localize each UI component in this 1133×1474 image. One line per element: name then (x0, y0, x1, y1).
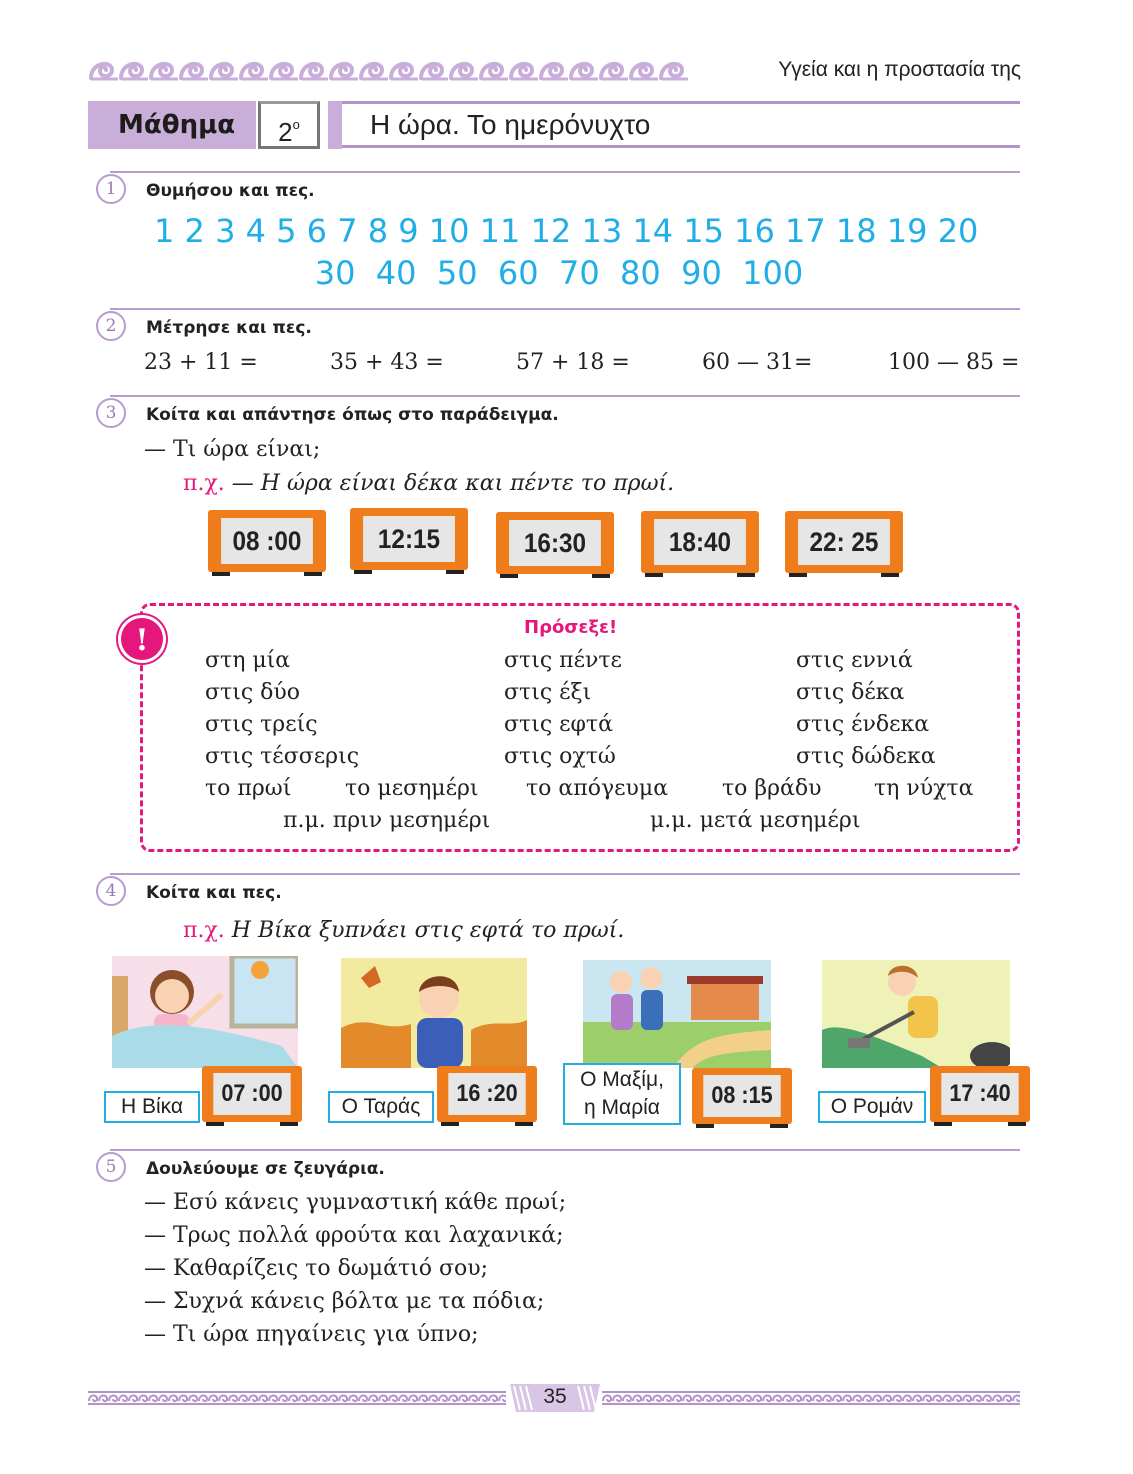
clock-leg (1008, 1122, 1026, 1126)
bedroom-illustration (112, 956, 298, 1068)
time-question: — Τι ώρα είναι; (144, 437, 321, 462)
lesson-header (88, 101, 1020, 149)
pm-label: μ.μ. μετά μεσημέρι (650, 808, 861, 833)
hour-word: στις ένδεκα (796, 712, 930, 737)
wake-example (183, 918, 624, 943)
section-1-rule (110, 171, 1020, 173)
digital-clock-maxim-maria (692, 1068, 792, 1124)
section-3-rule (110, 395, 1020, 397)
hour-word: στις εννιά (796, 648, 913, 673)
hour-word: στις τέσσερις (205, 744, 360, 769)
clock-leg (737, 573, 755, 577)
name-line-2: η Μαρία (584, 1096, 660, 1119)
clock-time: 22: 25 (798, 519, 890, 565)
lesson-number: 2 (278, 117, 293, 147)
clock-leg (645, 573, 663, 577)
pair-question: — Τρως πολλά φρούτα και λαχανικά; (144, 1223, 564, 1248)
clock-time: 07 :00 (213, 1073, 290, 1115)
clock-time: 17 :40 (941, 1073, 1018, 1115)
part-of-day: τη νύχτα (874, 776, 974, 801)
clock-leg (789, 573, 807, 577)
clock-leg (696, 1124, 714, 1128)
clock-time: 16:30 (509, 520, 601, 566)
autumn-illustration (341, 958, 527, 1068)
page-number: 35 (543, 1385, 567, 1408)
example-mark: π.χ. (183, 471, 225, 496)
hour-word: στη μία (205, 648, 291, 673)
name-tag-vika: Η Βίκα (104, 1091, 200, 1123)
clock-leg (592, 574, 610, 578)
am-label: π.μ. πριν μεσημέρι (283, 808, 491, 833)
lesson-title: Η ώρα. Το ημερόνυχτο (370, 109, 651, 140)
hour-word: στις οχτώ (504, 744, 616, 769)
hour-word: στις δύο (205, 680, 300, 705)
lesson-number-box (258, 101, 320, 149)
section-5-number: 5 (96, 1152, 126, 1182)
picture-kids-school (583, 960, 771, 1068)
clock-leg (280, 1122, 298, 1126)
name-tag-roman: Ο Ρομάν (818, 1091, 926, 1123)
picture-boy-autumn (341, 958, 527, 1068)
equation-5: 100 — 85 = (888, 350, 1020, 375)
clock-leg (441, 1122, 459, 1126)
name-tag-taras: Ο Ταράς (328, 1091, 434, 1123)
section-1-number: 1 (96, 174, 126, 204)
section-4-number: 4 (96, 876, 126, 906)
section-1-title: Θυμήσου και πες. (146, 181, 315, 201)
digital-clock-taras (437, 1066, 537, 1122)
footer-wave-right (602, 1390, 1020, 1406)
hour-word: στις πέντε (504, 648, 622, 673)
exclamation-icon: ! (118, 615, 166, 663)
footer-wave-left (88, 1390, 506, 1406)
part-of-day: το απόγευμα (526, 776, 669, 801)
section-2-rule (110, 308, 1020, 310)
clock-leg (212, 572, 230, 576)
clock-time: 08 :15 (703, 1075, 780, 1117)
clock-leg (881, 573, 899, 577)
clock-leg (770, 1124, 788, 1128)
section-3-number: 3 (96, 398, 126, 428)
digital-clock-2 (350, 508, 468, 570)
hour-word: στις εφτά (504, 712, 613, 737)
clock-time: 16 :20 (448, 1073, 525, 1115)
clock-leg (206, 1122, 224, 1126)
equation-1: 23 + 11 = (144, 350, 258, 375)
part-of-day: το βράδυ (722, 776, 822, 801)
decorative-wave-band (88, 56, 688, 82)
picture-girl-waking (112, 956, 298, 1068)
section-2-number: 2 (96, 311, 126, 341)
digital-clock-1 (208, 510, 326, 572)
equation-4: 60 — 31= (702, 350, 813, 375)
hour-word: στις τρείς (205, 712, 318, 737)
numbers-line-2: 30 40 50 60 70 80 90 100 (314, 254, 804, 292)
lesson-separator (328, 101, 342, 149)
section-2-title: Μέτρησε και πες. (146, 318, 312, 338)
chapter-title: Υγεία και η προστασία της (778, 58, 1021, 81)
numbers-line-1: 1 2 3 4 5 6 7 8 9 10 11 12 13 14 15 16 17 18 19 20 (154, 212, 979, 250)
pair-question: — Συχνά κάνεις βόλτα με τα πόδια; (144, 1289, 545, 1314)
part-of-day: το πρωί (205, 776, 292, 801)
digital-clock-5 (785, 511, 903, 573)
example-text: — Η ώρα είναι δέκα και πέντε το πρωί. (231, 471, 675, 496)
name-line-1: Ο Μαξίμ, (580, 1068, 664, 1091)
section-3-title: Κοίτα και απάντησε όπως στο παράδειγμα. (146, 405, 559, 425)
digital-clock-4 (641, 511, 759, 573)
name-tag-maxim-maria (563, 1063, 681, 1125)
pair-question: — Εσύ κάνεις γυμναστική κάθε πρωί; (144, 1190, 567, 1215)
section-4-title: Κοίτα και πες. (146, 883, 282, 903)
section-5-title: Δουλεύουμε σε ζευγάρια. (146, 1159, 385, 1179)
hour-word: στις δώδεκα (796, 744, 936, 769)
clock-time: 08 :00 (221, 518, 313, 564)
digital-clock-vika (202, 1066, 302, 1122)
part-of-day: το μεσημέρι (345, 776, 479, 801)
clock-leg (934, 1122, 952, 1126)
equation-3: 57 + 18 = (516, 350, 630, 375)
vacuum-illustration (822, 960, 1010, 1068)
clock-leg (304, 572, 322, 576)
clock-leg (446, 570, 464, 574)
pair-question: — Τι ώρα πηγαίνεις για ύπνο; (144, 1322, 479, 1347)
digital-clock-roman (930, 1066, 1030, 1122)
hour-word: στις δέκα (796, 680, 905, 705)
lesson-label: Μάθημα (88, 101, 256, 149)
hour-word: στις έξι (504, 680, 592, 705)
school-illustration (583, 960, 771, 1068)
equation-2: 35 + 43 = (330, 350, 444, 375)
clock-leg (354, 570, 372, 574)
pair-question: — Καθαρίζεις το δωμάτιό σου; (144, 1256, 489, 1281)
clock-time: 18:40 (654, 519, 746, 565)
example-text: Η Βίκα ξυπνάει στις εφτά το πρωί. (231, 918, 625, 943)
time-example (183, 471, 674, 496)
clock-leg (500, 574, 518, 578)
picture-boy-vacuuming (822, 960, 1010, 1068)
example-mark: π.χ. (183, 918, 225, 943)
section-5-rule (110, 1149, 1020, 1151)
clock-time: 12:15 (363, 516, 455, 562)
lesson-number-suffix: ο (292, 117, 300, 132)
clock-leg (515, 1122, 533, 1126)
section-4-rule (110, 873, 1020, 875)
attention-title: Πρόσεξε! (524, 617, 618, 638)
digital-clock-3 (496, 512, 614, 574)
